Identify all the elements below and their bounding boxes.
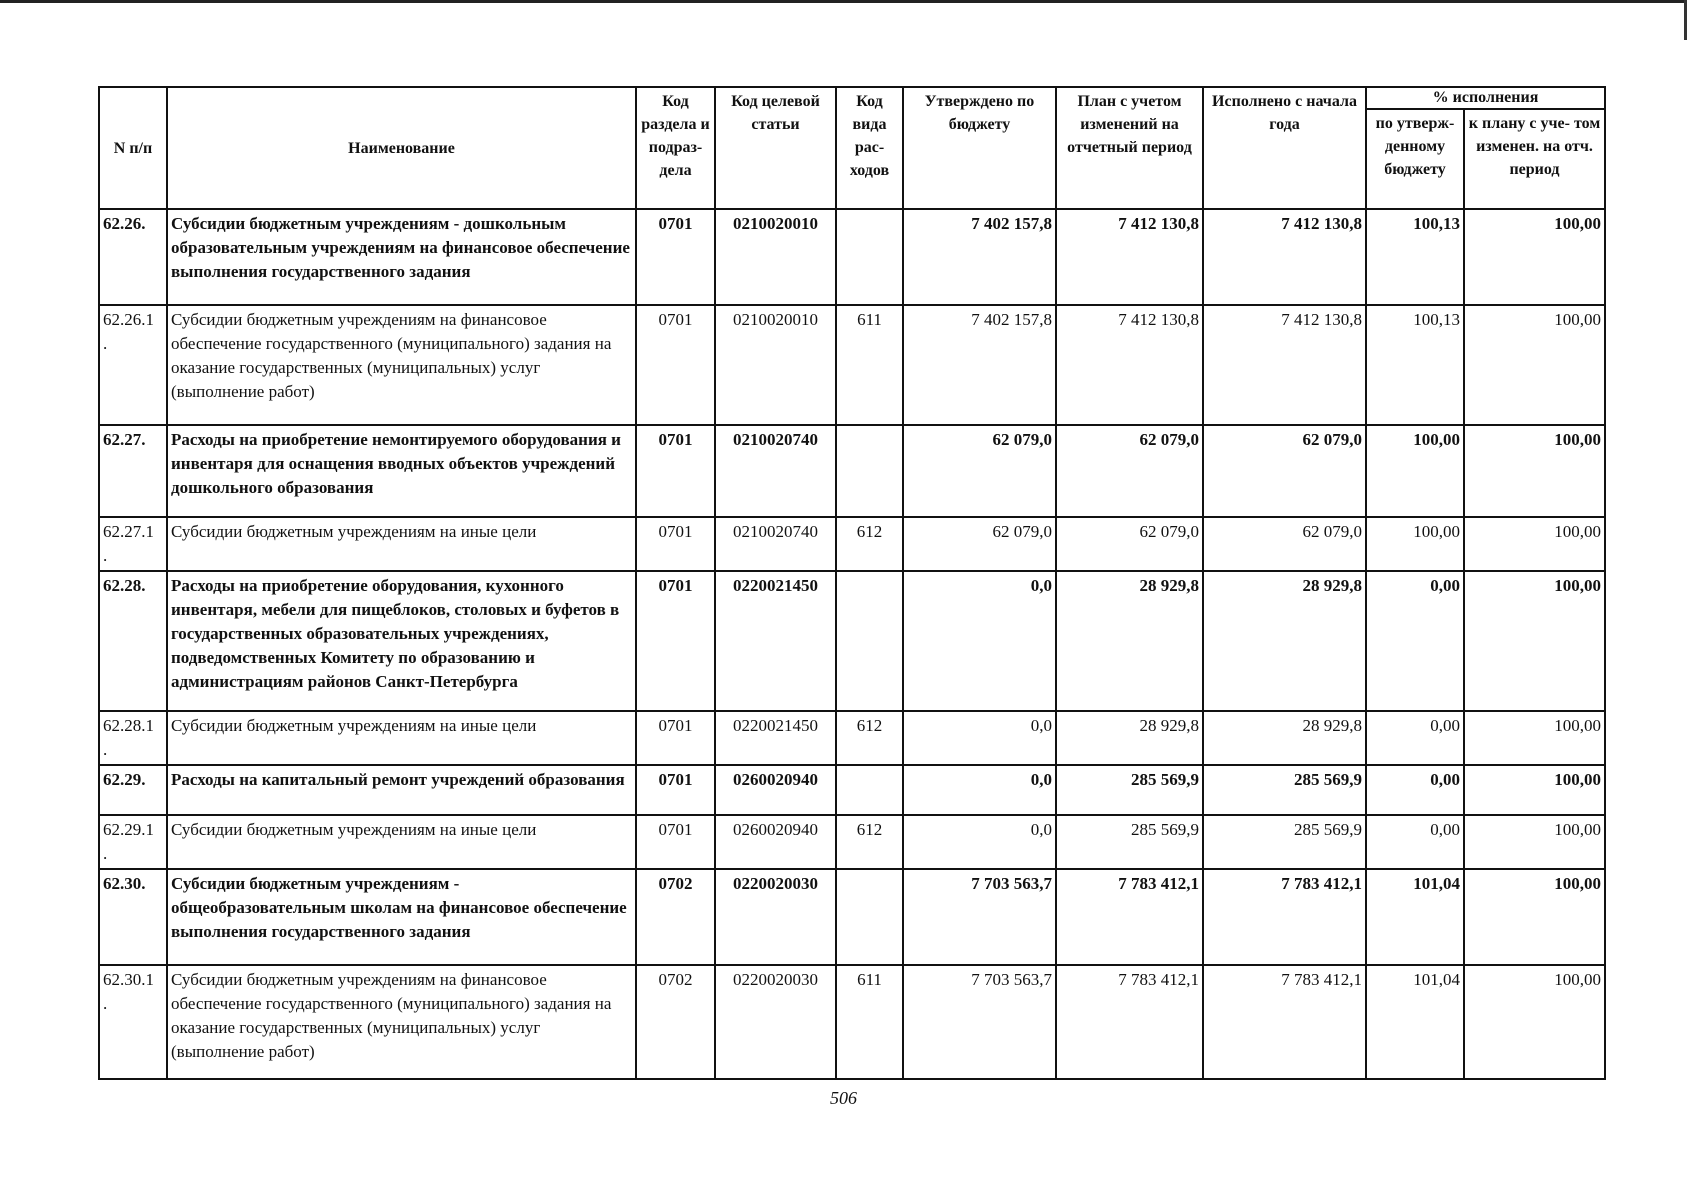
row-pct-budget: 101,04 <box>1366 869 1464 965</box>
row-target-code: 0260020940 <box>715 815 836 869</box>
row-number: 62.30. <box>99 869 167 965</box>
row-section-code: 0701 <box>636 517 715 571</box>
row-pct-budget: 100,13 <box>1366 305 1464 425</box>
row-approved: 62 079,0 <box>903 425 1056 517</box>
row-plan: 285 569,9 <box>1056 815 1203 869</box>
row-target-code: 0220020030 <box>715 965 836 1079</box>
row-name: Субсидии бюджетным учреждениям - общеобразовательным школам на финансовое обеспечение выполнения государственного задания <box>167 869 636 965</box>
row-approved: 7 703 563,7 <box>903 869 1056 965</box>
row-type-code <box>836 765 903 815</box>
row-type-code: 612 <box>836 711 903 765</box>
row-target-code: 0210020010 <box>715 209 836 305</box>
scan-top-edge <box>0 0 1687 3</box>
row-number: 62.27.1 . <box>99 517 167 571</box>
row-type-code: 612 <box>836 815 903 869</box>
row-approved: 7 703 563,7 <box>903 965 1056 1079</box>
row-plan: 7 783 412,1 <box>1056 965 1203 1079</box>
row-plan: 28 929,8 <box>1056 571 1203 711</box>
row-pct-plan: 100,00 <box>1464 815 1605 869</box>
row-target-code: 0210020740 <box>715 425 836 517</box>
table-row <box>99 517 1605 571</box>
row-type-code: 611 <box>836 305 903 425</box>
row-type-code <box>836 571 903 711</box>
table-row <box>99 571 1605 711</box>
table-row <box>99 305 1605 425</box>
row-section-code: 0701 <box>636 209 715 305</box>
row-pct-plan: 100,00 <box>1464 209 1605 305</box>
row-section-code: 0701 <box>636 305 715 425</box>
row-executed: 7 412 130,8 <box>1203 209 1366 305</box>
header-pct-plan: к плану с уче- том изменен. на отч. период <box>1464 109 1605 209</box>
row-pct-budget: 100,00 <box>1366 425 1464 517</box>
header-num: N п/п <box>99 87 167 209</box>
row-target-code: 0220021450 <box>715 571 836 711</box>
header-pct-execution: % исполнения <box>1366 87 1605 109</box>
row-approved: 0,0 <box>903 765 1056 815</box>
row-approved: 0,0 <box>903 711 1056 765</box>
row-name: Субсидии бюджетным учреждениям на иные цели <box>167 815 636 869</box>
row-executed: 285 569,9 <box>1203 765 1366 815</box>
row-target-code: 0220020030 <box>715 869 836 965</box>
row-type-code <box>836 425 903 517</box>
header-section-code: Код раздела и подраз- дела <box>636 87 715 209</box>
header-row-1 <box>99 87 1605 109</box>
table-row <box>99 209 1605 305</box>
row-name: Расходы на капитальный ремонт учреждений образования <box>167 765 636 815</box>
row-plan: 7 783 412,1 <box>1056 869 1203 965</box>
row-pct-plan: 100,00 <box>1464 425 1605 517</box>
row-pct-plan: 100,00 <box>1464 869 1605 965</box>
row-name: Субсидии бюджетным учреждениям на финансовое обеспечение государственного (муниципального) задания на оказание государственных (муниципальных) услуг (выполнение работ) <box>167 965 636 1079</box>
row-plan: 28 929,8 <box>1056 711 1203 765</box>
row-executed: 28 929,8 <box>1203 571 1366 711</box>
row-executed: 7 783 412,1 <box>1203 869 1366 965</box>
table-body <box>99 209 1605 1079</box>
row-target-code: 0210020740 <box>715 517 836 571</box>
header-expense-type-code: Код вида рас- ходов <box>836 87 903 209</box>
row-name: Субсидии бюджетным учреждениям - дошкольным образовательным учреждениям на финансовое обеспечение выполнения государственного задания <box>167 209 636 305</box>
row-type-code: 612 <box>836 517 903 571</box>
row-section-code: 0701 <box>636 815 715 869</box>
header-approved: Утверждено по бюджету <box>903 87 1056 209</box>
row-executed: 285 569,9 <box>1203 815 1366 869</box>
row-section-code: 0701 <box>636 765 715 815</box>
row-section-code: 0701 <box>636 425 715 517</box>
row-approved: 0,0 <box>903 815 1056 869</box>
row-section-code: 0701 <box>636 571 715 711</box>
row-name: Субсидии бюджетным учреждениям на иные цели <box>167 517 636 571</box>
row-pct-budget: 0,00 <box>1366 571 1464 711</box>
row-executed: 7 783 412,1 <box>1203 965 1366 1079</box>
table-row <box>99 815 1605 869</box>
header-plan: План с учетом изменений на отчетный период <box>1056 87 1203 209</box>
page-number: 506 <box>830 1088 857 1108</box>
row-approved: 7 402 157,8 <box>903 209 1056 305</box>
row-type-code <box>836 869 903 965</box>
row-plan: 7 412 130,8 <box>1056 209 1203 305</box>
row-number: 62.29.1 . <box>99 815 167 869</box>
row-name: Расходы на приобретение немонтируемого оборудования и инвентаря для оснащения вводных объектов учреждений дошкольного образования <box>167 425 636 517</box>
row-pct-budget: 100,13 <box>1366 209 1464 305</box>
row-type-code: 611 <box>836 965 903 1079</box>
row-pct-budget: 101,04 <box>1366 965 1464 1079</box>
table-row <box>99 869 1605 965</box>
row-pct-budget: 0,00 <box>1366 815 1464 869</box>
row-number: 62.28.1 . <box>99 711 167 765</box>
row-pct-plan: 100,00 <box>1464 711 1605 765</box>
row-executed: 7 412 130,8 <box>1203 305 1366 425</box>
row-pct-plan: 100,00 <box>1464 965 1605 1079</box>
row-plan: 285 569,9 <box>1056 765 1203 815</box>
header-name: Наименование <box>167 87 636 209</box>
row-number: 62.28. <box>99 571 167 711</box>
row-number: 62.27. <box>99 425 167 517</box>
table-row <box>99 425 1605 517</box>
row-number: 62.29. <box>99 765 167 815</box>
header-executed: Исполнено с начала года <box>1203 87 1366 209</box>
row-executed: 28 929,8 <box>1203 711 1366 765</box>
row-approved: 0,0 <box>903 571 1056 711</box>
row-section-code: 0702 <box>636 965 715 1079</box>
row-approved: 7 402 157,8 <box>903 305 1056 425</box>
budget-execution-table <box>98 86 1606 1080</box>
header-pct-budget: по утверж- денному бюджету <box>1366 109 1464 209</box>
table-row <box>99 711 1605 765</box>
row-plan: 62 079,0 <box>1056 517 1203 571</box>
table-row <box>99 965 1605 1079</box>
row-target-code: 0260020940 <box>715 765 836 815</box>
row-type-code <box>836 209 903 305</box>
row-target-code: 0210020010 <box>715 305 836 425</box>
row-pct-budget: 0,00 <box>1366 765 1464 815</box>
row-name: Субсидии бюджетным учреждениям на финансовое обеспечение государственного (муниципального) задания на оказание государственных (муниципальных) услуг (выполнение работ) <box>167 305 636 425</box>
row-pct-plan: 100,00 <box>1464 305 1605 425</box>
row-number: 62.26.1 . <box>99 305 167 425</box>
row-approved: 62 079,0 <box>903 517 1056 571</box>
row-pct-budget: 100,00 <box>1366 517 1464 571</box>
row-section-code: 0702 <box>636 869 715 965</box>
header-target-code: Код целевой статьи <box>715 87 836 209</box>
row-number: 62.26. <box>99 209 167 305</box>
row-pct-plan: 100,00 <box>1464 765 1605 815</box>
row-target-code: 0220021450 <box>715 711 836 765</box>
row-plan: 7 412 130,8 <box>1056 305 1203 425</box>
row-name: Субсидии бюджетным учреждениям на иные цели <box>167 711 636 765</box>
row-name: Расходы на приобретение оборудования, кухонного инвентаря, мебели для пищеблоков, столовых и буфетов в государственных образовательных учреждениях, подведомственных Комитету по образованию и администрациям районов Санкт-Петербурга <box>167 571 636 711</box>
row-executed: 62 079,0 <box>1203 425 1366 517</box>
row-pct-plan: 100,00 <box>1464 517 1605 571</box>
row-section-code: 0701 <box>636 711 715 765</box>
row-executed: 62 079,0 <box>1203 517 1366 571</box>
table-row <box>99 765 1605 815</box>
row-pct-budget: 0,00 <box>1366 711 1464 765</box>
row-pct-plan: 100,00 <box>1464 571 1605 711</box>
row-plan: 62 079,0 <box>1056 425 1203 517</box>
row-number: 62.30.1 . <box>99 965 167 1079</box>
